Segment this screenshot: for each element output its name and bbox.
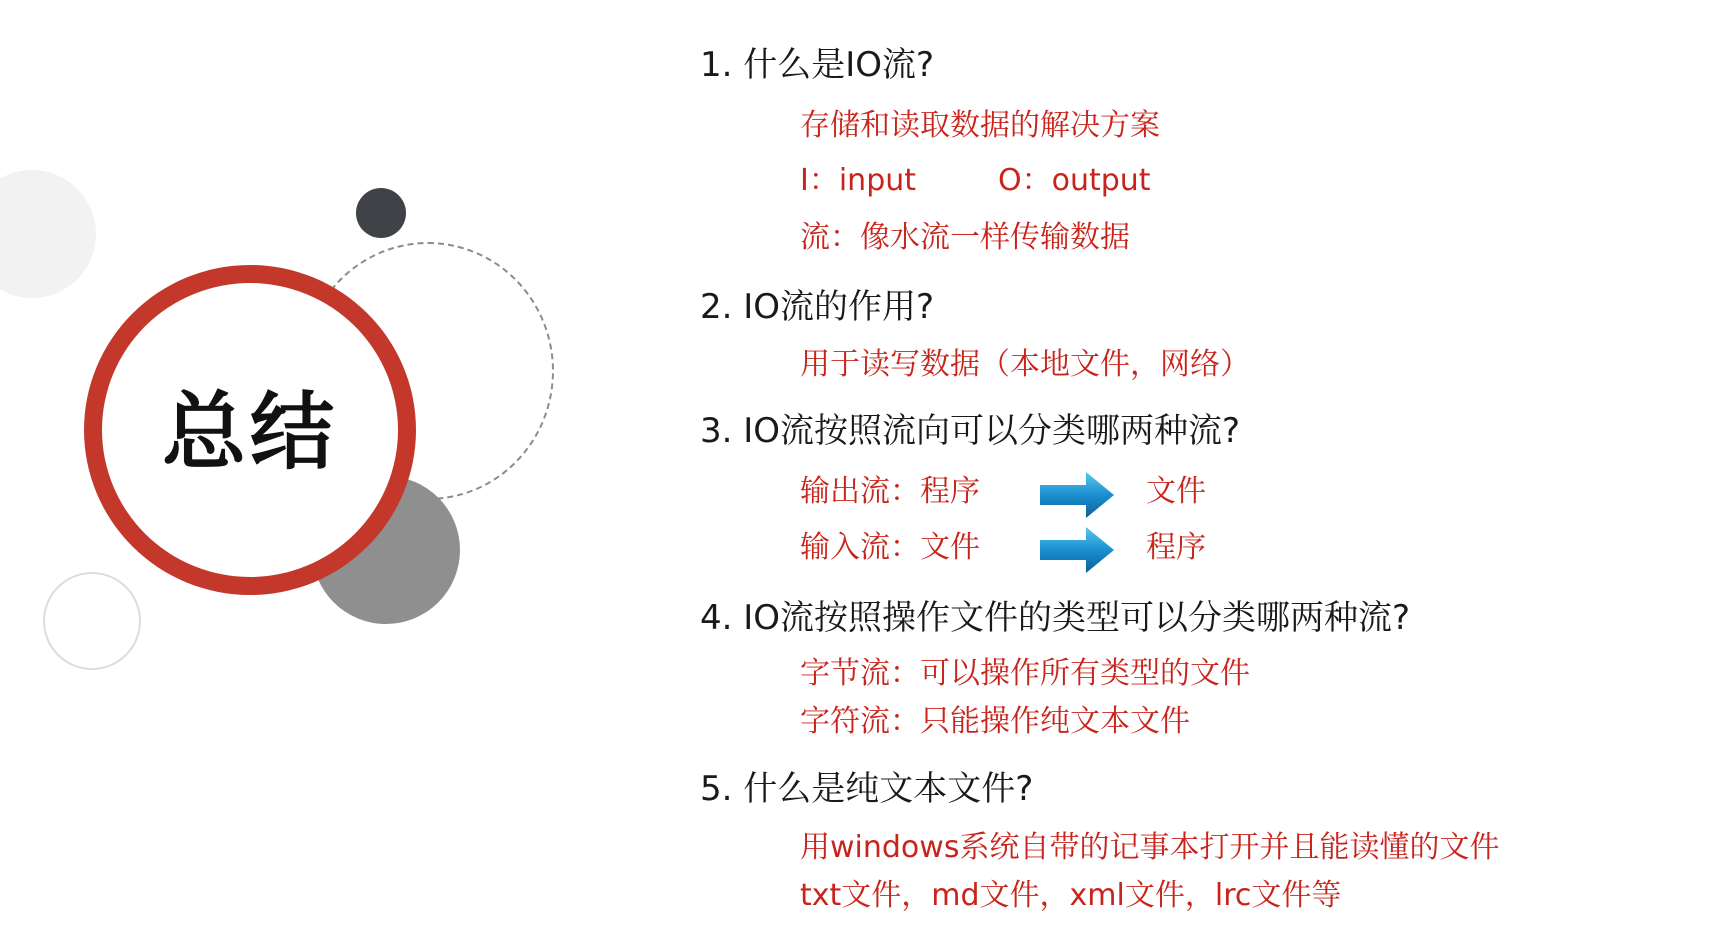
right-arrow-icon (1040, 472, 1114, 518)
answer-2-purpose: 用于读写数据（本地文件，网络） (800, 347, 1250, 382)
question-4: 4. IO流按照操作文件的类型可以分类哪两种流? (700, 598, 1411, 638)
answer-1-input: I：input (800, 163, 917, 198)
decorative-ring-outline (43, 572, 141, 670)
decorative-circle-light (0, 170, 96, 298)
slide-title: 总结 (161, 382, 338, 481)
flow-output-target: 文件 (1146, 474, 1206, 509)
answer-4-char-stream: 字符流：只能操作纯文本文件 (800, 704, 1190, 739)
right-arrow-icon (1040, 527, 1114, 573)
question-5: 5. 什么是纯文本文件? (700, 769, 1034, 809)
question-3: 3. IO流按照流向可以分类哪两种流? (700, 411, 1241, 451)
answer-5-definition: 用windows系统自带的记事本打开并且能读懂的文件 (800, 830, 1500, 865)
question-1: 1. 什么是IO流? (700, 45, 935, 85)
answer-1-output: O：output (998, 163, 1151, 198)
question-2: 2. IO流的作用? (700, 287, 935, 327)
title-ring (84, 265, 416, 595)
answer-1-definition: 存储和读取数据的解决方案 (800, 108, 1160, 143)
decorative-dot-dark (356, 188, 406, 238)
answer-1-flow: 流：像水流一样传输数据 (800, 220, 1130, 255)
flow-input-label: 输入流：文件 (800, 530, 980, 565)
answer-4-byte-stream: 字节流：可以操作所有类型的文件 (800, 656, 1250, 691)
answer-5-examples: txt文件，md文件，xml文件，lrc文件等 (800, 878, 1342, 913)
flow-input-target: 程序 (1146, 530, 1206, 565)
flow-output-label: 输出流：程序 (800, 474, 980, 509)
